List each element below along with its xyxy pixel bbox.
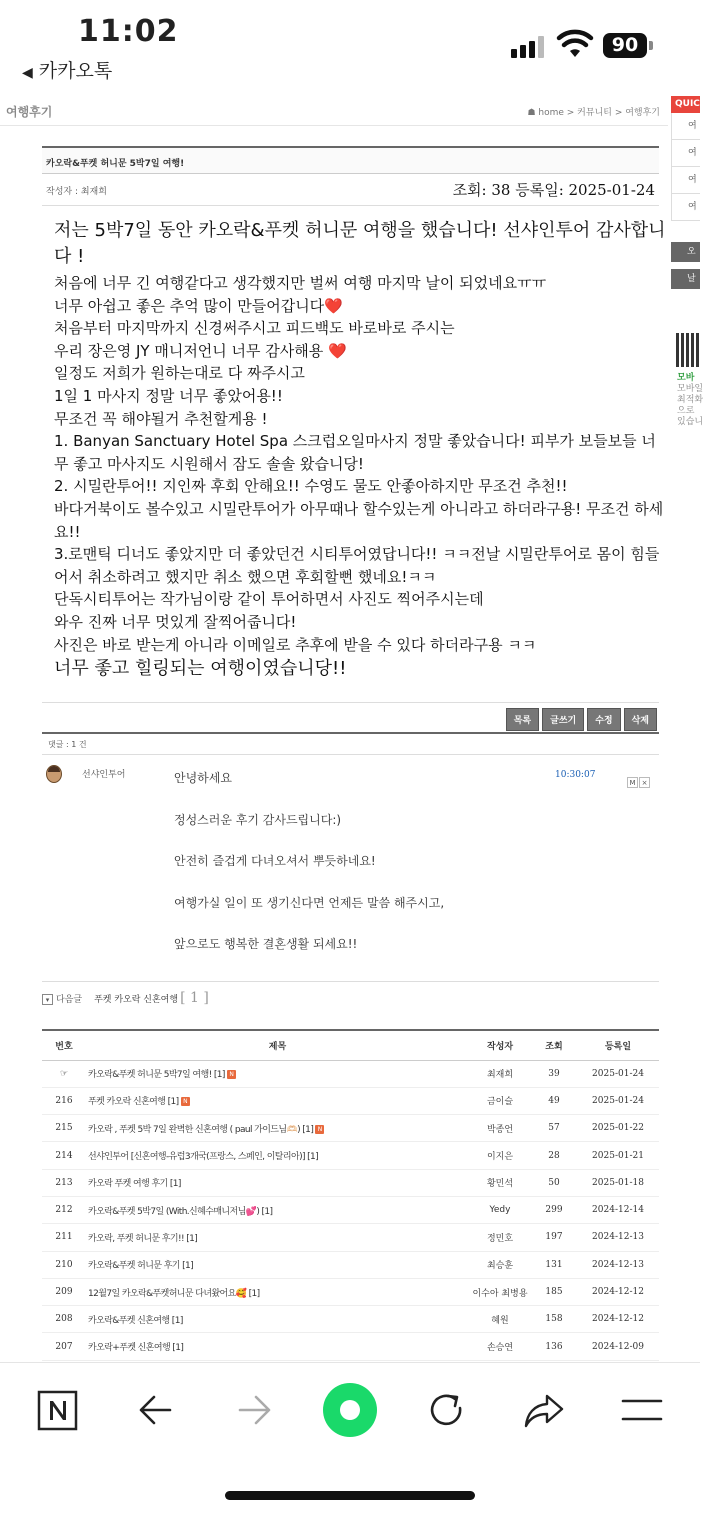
- status-bar: [0, 0, 700, 90]
- comment-count: 댓글 : 1 건: [48, 740, 87, 749]
- row-num: 214: [55, 1150, 73, 1161]
- article-line: 1일 1 마사지 정말 너무 좋았어용!!: [54, 386, 283, 405]
- row-author: 박종언: [486, 1124, 514, 1135]
- col-views: 조회: [531, 1030, 577, 1060]
- row-title-link[interactable]: 12월7일 카오락&푸켓허니문 다녀왔어요🥰 [1]: [88, 1288, 260, 1299]
- row-date: 2025-01-18: [592, 1177, 644, 1188]
- table-row[interactable]: [42, 1278, 659, 1305]
- share-icon[interactable]: [522, 1388, 566, 1432]
- article-line: 사진은 바로 받는게 아니라 이메일로 추후에 받을 수 있다 하더라구용 ㅋㅋ: [54, 635, 537, 654]
- quick-menu-item[interactable]: 여: [671, 140, 700, 167]
- row-title-link[interactable]: 카오락 푸켓 여행 후기 [1]: [88, 1179, 181, 1190]
- row-num: 216: [55, 1095, 73, 1106]
- article-line: 무조건 꼭 해야될거 추천할게용 !: [54, 409, 268, 428]
- row-views: 185: [545, 1287, 563, 1298]
- row-views: 50: [548, 1177, 560, 1188]
- list-button[interactable]: 목록: [506, 708, 539, 731]
- comment-section: [42, 754, 659, 982]
- back-triangle-icon: ◀: [22, 65, 33, 81]
- next-post-label: 다음글: [56, 995, 83, 1005]
- article-line: 2. 시밀란투어!! 지인짜 후회 안해요!! 수영도 물도 안좋아하지만 무조건 추천!!: [54, 477, 568, 496]
- row-author: 정민호: [486, 1233, 514, 1244]
- row-date: 2024-12-13: [592, 1232, 644, 1243]
- mobile-info-line: 으로: [677, 406, 695, 416]
- comment-delete-button[interactable]: ×: [639, 777, 650, 788]
- row-num: 211: [55, 1232, 73, 1243]
- row-title-link[interactable]: 카오락&푸켓 허니문 5박7일 여행! [1]: [88, 1070, 225, 1081]
- row-views: 39: [548, 1068, 560, 1079]
- comment-line: 앞으로도 행복한 결혼생활 되세요!!: [174, 937, 358, 951]
- row-views: 136: [545, 1341, 563, 1352]
- back-app-label: 카카오톡: [38, 60, 113, 82]
- article-title: 카오락&푸켓 허니문 5박7일 여행!: [46, 159, 185, 169]
- mobile-info-title: 모바: [677, 373, 695, 383]
- refresh-icon[interactable]: [424, 1388, 468, 1432]
- quick-menu-button[interactable]: 오: [671, 242, 700, 262]
- row-date: 2025-01-24: [592, 1095, 644, 1106]
- article-line: 우리 장은영 JY 매니저언니 너무 감사해용 ❤️: [54, 341, 347, 360]
- row-title-link[interactable]: 선샤인투어 [신혼여행-유럽3개국(프랑스, 스페인, 이탈리아)] [1]: [88, 1152, 319, 1163]
- new-badge-icon: N: [315, 1125, 324, 1134]
- article-actions: [42, 702, 659, 734]
- comment-author: 선샤인투어: [82, 770, 126, 780]
- next-post-title[interactable]: 푸켓 카오락 신혼여행: [94, 995, 179, 1005]
- breadcrumb[interactable]: [527, 105, 660, 118]
- table-row[interactable]: [42, 1333, 659, 1360]
- row-title-link[interactable]: 카오락&푸켓 허니문 후기 [1]: [88, 1261, 194, 1272]
- cellular-signal-icon: [511, 36, 545, 58]
- table-header-row: [42, 1030, 659, 1060]
- chevron-down-icon: ▾: [42, 994, 53, 1005]
- forward-arrow-icon[interactable]: [232, 1388, 276, 1432]
- article-stats: 조회: 38 등록일: 2025-01-24: [452, 181, 655, 199]
- article-lead: 저는 5박7일 동안 카오락&푸켓 허니문 여행을 했습니다! 선샤인투어 감사합니다 !: [54, 220, 666, 267]
- quick-menu-button[interactable]: 날: [671, 269, 700, 289]
- article-author: 작성자 : 최재희: [46, 187, 107, 197]
- comment-time: 10:30:07: [555, 770, 596, 780]
- row-date: 2024-12-12: [592, 1314, 644, 1325]
- quick-menu-item[interactable]: 여: [671, 167, 700, 194]
- row-author: 최승훈: [486, 1261, 514, 1272]
- row-date: 2025-01-21: [592, 1150, 644, 1161]
- col-num: 번호: [42, 1030, 86, 1060]
- row-num: 209: [55, 1287, 73, 1298]
- col-title: 제목: [86, 1030, 469, 1060]
- row-date: 2024-12-13: [592, 1259, 644, 1270]
- table-row[interactable]: [42, 1251, 659, 1278]
- naver-n-icon[interactable]: [36, 1388, 80, 1432]
- row-num: 215: [55, 1123, 73, 1134]
- col-date: 등록일: [577, 1030, 659, 1060]
- article-line: 와우 진짜 너무 멋있게 잘찍어줍니다!: [54, 612, 297, 631]
- edit-button[interactable]: 수정: [587, 708, 620, 731]
- mobile-info-line: 있습니: [677, 417, 704, 427]
- comment-modify-button[interactable]: M: [627, 777, 638, 788]
- row-author: 최재희: [486, 1070, 514, 1081]
- next-post[interactable]: [42, 990, 209, 1006]
- battery-tip: [649, 41, 653, 50]
- row-author: 손승연: [486, 1343, 514, 1354]
- page-title: 여행후기: [6, 105, 53, 119]
- comment-line: 정성스러운 후기 감사드립니다:): [174, 812, 342, 827]
- row-date: 2024-12-12: [592, 1287, 644, 1298]
- post-list-table: [42, 1029, 659, 1361]
- article-line: 처음부터 마지막까지 신경써주시고 피드백도 바로바로 주시는: [54, 319, 455, 338]
- next-post-count: [ 1 ]: [180, 990, 209, 1006]
- article-body: [54, 218, 666, 682]
- page-header: [0, 96, 668, 126]
- article-line: 바다거북이도 볼수있고 시밀란투어가 아무때나 할수있는게 아니라고 하더라구용! 무조건 하세요!!: [54, 499, 664, 541]
- avatar: [46, 765, 62, 783]
- battery-icon: 90: [603, 33, 647, 58]
- row-author: Yedy: [489, 1205, 511, 1216]
- row-views: 28: [548, 1150, 560, 1161]
- new-badge-icon: N: [181, 1097, 190, 1106]
- new-badge-icon: N: [227, 1070, 236, 1079]
- table-row[interactable]: [42, 1115, 659, 1142]
- row-date: 2024-12-14: [592, 1205, 644, 1216]
- wifi-icon: [558, 30, 592, 58]
- row-author: 이수아 최병용: [472, 1288, 528, 1299]
- article-line: 단독시티투어는 작가님이랑 같이 투어하면서 사진도 찍어주시는데: [54, 590, 484, 609]
- row-num: 207: [55, 1341, 73, 1352]
- col-author: 작성자: [469, 1030, 531, 1060]
- quick-menu-item[interactable]: 여: [671, 113, 700, 140]
- row-views: 299: [545, 1205, 563, 1216]
- row-author: 이지은: [486, 1152, 514, 1163]
- article-line: 처음에 너무 긴 여행같다고 생각했지만 벌써 여행 마지막 날이 되었네요ㅠㅠ: [54, 274, 547, 292]
- row-title-link[interactable]: 카오락, 푸켓 허니문 후기!! [1]: [88, 1233, 198, 1244]
- breadcrumb-text: home > 커뮤니티 > 여행후기: [538, 108, 660, 118]
- home-icon: ☗: [527, 108, 539, 118]
- table-row[interactable]: [42, 1224, 659, 1251]
- article-line: 일정도 저희가 원하는대로 다 짜주시고: [54, 364, 305, 383]
- article-line: 1. Banyan Sanctuary Hotel Spa 스크럽오일마사지 정말 좋았습니다! 피부가 보들보들 너무 좋고 마사지도 시원해서 잠도 솔솔 왔습니당!: [54, 432, 656, 473]
- row-num: 210: [55, 1259, 73, 1270]
- quick-menu-title: QUICK: [671, 96, 700, 113]
- table-row[interactable]: [42, 1169, 659, 1196]
- comment-line: 안녕하세요: [174, 771, 232, 785]
- qr-code-image[interactable]: [676, 333, 700, 367]
- comment-line: 여행가실 일이 또 생기신다면 언제든 말씀 해주시고,: [174, 895, 445, 910]
- comment-body: [174, 769, 534, 977]
- row-views: 197: [545, 1232, 563, 1243]
- back-to-app-link[interactable]: [22, 56, 112, 83]
- table-row[interactable]: [42, 1306, 659, 1333]
- row-views: 158: [545, 1314, 563, 1325]
- row-date: 2024-12-09: [592, 1341, 644, 1352]
- back-arrow-icon[interactable]: [134, 1388, 178, 1432]
- row-title-link[interactable]: 카오락+푸켓 신혼여행 [1]: [88, 1343, 184, 1354]
- row-author: 금이슬: [486, 1097, 514, 1108]
- row-title-link[interactable]: 푸켓 카오락 신혼여행 [1]: [88, 1097, 179, 1108]
- comment-line: 안전히 즐겁게 다녀오셔서 뿌듯하네요!: [174, 854, 376, 868]
- row-num: 212: [55, 1205, 73, 1216]
- comment-controls: [627, 770, 651, 789]
- article-line: 3.로맨틱 디너도 좋았지만 더 좋았던건 시티투어였답니다!! ㅋㅋ전날 시밀란투어로 몸이 힘들어서 취소하려고 했지만 취소 했으면 후회할뻔 했네요!ㅋㅋ: [54, 545, 660, 586]
- row-title-link[interactable]: 카오락 , 푸켓 5박 7일 완벽한 신혼여행 ( paul 가이드님🫶🏻) [1]: [88, 1124, 314, 1135]
- menu-icon[interactable]: [620, 1388, 664, 1432]
- row-views: 57: [548, 1123, 560, 1134]
- row-title-link[interactable]: 카오락&푸켓 5박7일 (With.신혜수매니저님💕) [1]: [88, 1206, 273, 1217]
- article-meta: [42, 174, 659, 206]
- write-button[interactable]: 글쓰기: [542, 708, 584, 731]
- mobile-info-line: 모바일: [677, 384, 704, 394]
- status-time: 11:02: [78, 14, 179, 49]
- row-views: 49: [548, 1095, 560, 1106]
- row-title-link[interactable]: 카오락&푸켓 신혼여행 [1]: [88, 1315, 183, 1326]
- article-closing: 너무 좋고 힐링되는 여행이였습니당!!: [54, 658, 347, 680]
- table-row[interactable]: [42, 1087, 659, 1114]
- row-date: 2025-01-24: [592, 1068, 644, 1079]
- row-date: 2025-01-22: [592, 1123, 644, 1134]
- row-author: 혜원: [491, 1315, 509, 1326]
- delete-button[interactable]: 삭제: [624, 708, 657, 731]
- article-line: 너무 아쉽고 좋은 추억 많이 만들어갑니다❤️: [54, 296, 343, 315]
- row-num: 208: [55, 1314, 73, 1325]
- mobile-info-line: 최적화: [677, 395, 704, 405]
- row-num: ☞: [59, 1068, 69, 1079]
- row-author: 황민석: [486, 1179, 514, 1190]
- article-title-bar: [42, 146, 659, 174]
- table-row[interactable]: [42, 1060, 659, 1087]
- table-row[interactable]: [42, 1142, 659, 1169]
- row-num: 213: [55, 1177, 73, 1188]
- table-row[interactable]: [42, 1196, 659, 1223]
- mobile-info: [677, 373, 704, 428]
- row-views: 131: [545, 1259, 563, 1270]
- quick-menu-item[interactable]: 여: [671, 194, 700, 221]
- quick-menu: [671, 96, 707, 289]
- home-indicator[interactable]: [225, 1491, 475, 1500]
- green-dot-icon[interactable]: [322, 1382, 378, 1438]
